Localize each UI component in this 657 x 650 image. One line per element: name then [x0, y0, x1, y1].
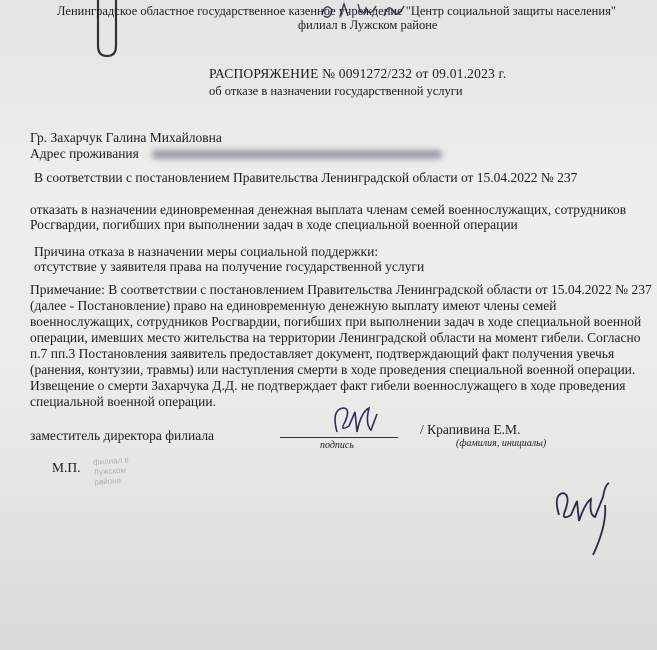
note-line: (ранения, контузии, травмы) или наступления смерти в ходе проведения специальной военной операции. — [30, 362, 636, 377]
note-line: операции, имевших место жительства на территории Ленинградской области на момент гибели. Согласно — [30, 330, 641, 345]
note-line: специальной военной операции. — [30, 394, 216, 409]
signer-caption: (фамилия, инициалы) — [456, 438, 547, 449]
note-paragraph — [30, 282, 652, 410]
reason-title: Причина отказа в назначении меры социальной поддержки: — [34, 244, 379, 259]
note-line: п.7 пп.3 Постановления заявитель предоставляет документ, подтверждающий факт получения увечья — [30, 346, 615, 361]
branch-name: филиал в Лужском районе — [298, 18, 438, 32]
note-line: Примечание: В соответствии с постановлением Правительства Ленинградской области от 15.04.2022 № 237 — [30, 282, 652, 297]
reason-text: отсутствие у заявителя права на получение государственной услуги — [34, 259, 425, 274]
redacted-address — [152, 150, 442, 159]
institution-name: Ленинградское областное государственное казенное учреждение "Центр социальной защиты населения" — [57, 4, 616, 18]
faded-stamp: филиал в Лужском районе — [92, 455, 129, 487]
decision-line-2: Росгвардии, погибших при выполнении задач в ходе специальной военной операции — [30, 217, 518, 232]
seal-label: М.П. — [52, 460, 81, 475]
recipient-address — [30, 146, 442, 162]
recipient-name: Гр. Захарчук Галина Михайловна — [30, 130, 222, 145]
decision-line-1: отказать в назначении единовременная денежная выплата членам семей военнослужащих, сотрудников — [30, 202, 627, 217]
second-signature — [545, 475, 635, 565]
signer-position: заместитель директора филиала — [30, 428, 215, 443]
signature-caption: подпись — [320, 440, 354, 451]
order-subject: об отказе в назначении государственной услуги — [209, 84, 463, 98]
note-line: Извещение о смерти Захарчука Д.Д. не подтверждает факт гибели военнослужащего в ходе проведения — [30, 378, 626, 393]
legal-basis: В соответствии с постановлением Правительства Ленинградской области от 15.04.2022 № 237 — [34, 170, 578, 185]
note-line: (далее - Постановление) право на единовременную денежную выплату имеют члены семей — [30, 298, 557, 313]
order-number: РАСПОРЯЖЕНИЕ № 0091272/232 от 09.01.2023 г. — [209, 66, 507, 81]
signer-name: / Крапивина Е.М. — [420, 422, 521, 437]
handwritten-signature — [325, 402, 385, 444]
address-label: Адрес проживания — [30, 146, 139, 161]
note-line: военнослужащих, сотрудников Росгвардии, погибших при выполнении задач в ходе специальной военной — [30, 314, 642, 329]
